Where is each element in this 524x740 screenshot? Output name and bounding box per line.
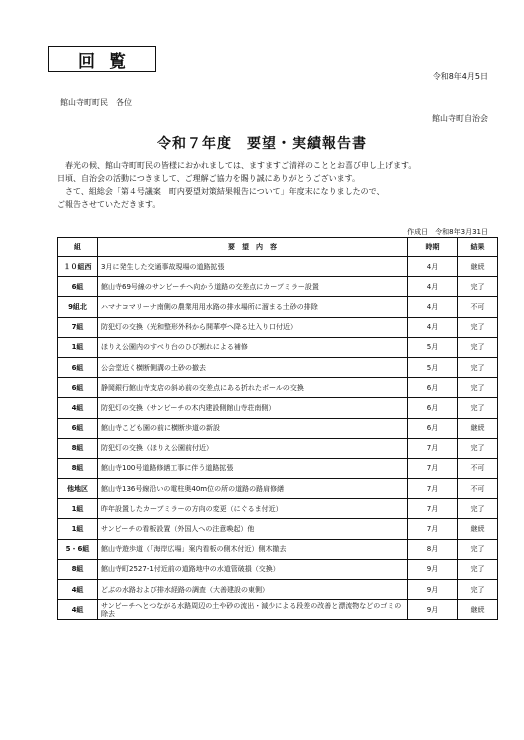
cell-result: 継続 [458, 600, 498, 620]
cell-group: 6組 [58, 378, 98, 398]
table-row [58, 438, 498, 458]
cell-group: 9組北 [58, 297, 98, 317]
cell-content: 3月に発生した交通事故現場の道路拡張 [98, 257, 408, 277]
table-header-row [58, 238, 498, 257]
cell-result: 継続 [458, 418, 498, 438]
cell-content: 静岡銀行館山寺支店の斜め前の交差点にある折れたポールの交換 [98, 378, 408, 398]
circular-stamp-box: 回覧 [48, 46, 156, 72]
cell-content: 公会堂近く横断側溝の土砂の撤去 [98, 357, 408, 377]
cell-content: 昨年設置したカーブミラーの方向の変更（にぐるま付近） [98, 499, 408, 519]
cell-timing: 7月 [408, 438, 458, 458]
cell-result: 完了 [458, 580, 498, 600]
table-row [58, 519, 498, 539]
cell-group: 8組 [58, 458, 98, 478]
cell-group: 4組 [58, 600, 98, 620]
table-row [58, 580, 498, 600]
issue-date: 令和8年4月5日 [432, 72, 488, 81]
cell-group: 7組 [58, 317, 98, 337]
cell-timing: 6月 [408, 378, 458, 398]
cell-result: 不可 [458, 297, 498, 317]
cell-content: 館山寺69号線のサンビーチへ向かう道路の交差点にカーブミラー設置 [98, 277, 408, 297]
cell-result: 不可 [458, 479, 498, 499]
table-row [58, 418, 498, 438]
table-row [58, 458, 498, 478]
cell-content: 館山寺こども園の前に横断歩道の新設 [98, 418, 408, 438]
cell-timing: 4月 [408, 277, 458, 297]
table-row [58, 317, 498, 337]
table-row [58, 357, 498, 377]
cell-timing: 9月 [408, 600, 458, 620]
cell-timing: 7月 [408, 458, 458, 478]
cell-group: 6組 [58, 277, 98, 297]
body-line: ご報告させていただきます。 [57, 200, 161, 209]
cell-result: 不可 [458, 458, 498, 478]
body-text [57, 159, 497, 211]
table-row [58, 499, 498, 519]
table-row [58, 600, 498, 620]
cell-timing: 7月 [408, 499, 458, 519]
cell-content: ハマナコマリーナ南側の農業用用水路の排水場所に溜まる土砂の排除 [98, 297, 408, 317]
cell-group: 8組 [58, 438, 98, 458]
cell-timing: 9月 [408, 559, 458, 579]
cell-group: 4組 [58, 398, 98, 418]
cell-group: 6組 [58, 418, 98, 438]
table-row [58, 559, 498, 579]
cell-group: 他地区 [58, 479, 98, 499]
cell-result: 継続 [458, 519, 498, 539]
cell-timing: 5月 [408, 337, 458, 357]
cell-result: 完了 [458, 398, 498, 418]
table-row [58, 337, 498, 357]
cell-timing: 4月 [408, 317, 458, 337]
cell-result: 完了 [458, 277, 498, 297]
cell-content: 防犯灯の交換（サンビーチの木内建設側館山寺荘南側） [98, 398, 408, 418]
cell-result: 完了 [458, 317, 498, 337]
cell-group: 6組 [58, 357, 98, 377]
body-line: 春光の候、館山寺町町民の皆様におかれましては、ますますご清祥のこととお喜び申し上げます。 [57, 161, 417, 170]
cell-group: 1組 [58, 337, 98, 357]
created-date: 作成日 令和8年3月31日 [407, 228, 488, 236]
cell-timing: 7月 [408, 479, 458, 499]
table-row [58, 398, 498, 418]
cell-content: 防犯灯の交換（光和整形外科から開華亭へ降る辻入り口付近） [98, 317, 408, 337]
table-row [58, 277, 498, 297]
cell-timing: 8月 [408, 539, 458, 559]
cell-result: 完了 [458, 499, 498, 519]
cell-result: 継続 [458, 257, 498, 277]
cell-content: 館山寺136号線沿いの電柱奥40m位の所の道路の路肩修繕 [98, 479, 408, 499]
body-line: さて、組総会「第４号議案 町内要望対策結果報告について」年度末になりましたので、 [57, 187, 385, 196]
report-table [57, 237, 498, 620]
header-group: 組 [58, 238, 98, 257]
recipients: 館山寺町町民 各位 [60, 98, 132, 107]
cell-timing: 6月 [408, 398, 458, 418]
cell-group: 5・6組 [58, 539, 98, 559]
cell-group: 1組 [58, 499, 98, 519]
cell-group: 8組 [58, 559, 98, 579]
table-row [58, 479, 498, 499]
cell-result: 完了 [458, 378, 498, 398]
table-row [58, 297, 498, 317]
sender: 館山寺町自治会 [432, 114, 488, 123]
cell-content: 防犯灯の交換（ほりえ公園前付近） [98, 438, 408, 458]
cell-timing: 7月 [408, 519, 458, 539]
cell-result: 完了 [458, 559, 498, 579]
header-timing: 時期 [408, 238, 458, 257]
cell-timing: 9月 [408, 580, 458, 600]
cell-content: 館山寺100号道路修繕工事に伴う道路拡張 [98, 458, 408, 478]
cell-content: 館山寺遊歩道（「海岸広場」案内看板の側木付近）側木撤去 [98, 539, 408, 559]
header-content: 要 望 内 容 [98, 238, 408, 257]
cell-result: 完了 [458, 357, 498, 377]
cell-group: １０組西 [58, 257, 98, 277]
cell-timing: 4月 [408, 297, 458, 317]
cell-group: 4組 [58, 580, 98, 600]
cell-result: 完了 [458, 539, 498, 559]
cell-result: 完了 [458, 337, 498, 357]
header-result: 結果 [458, 238, 498, 257]
cell-timing: 5月 [408, 357, 458, 377]
cell-group: 1組 [58, 519, 98, 539]
table-row [58, 539, 498, 559]
cell-content: サンビーチへとつながる水路周辺の土や砂の流出・減少による段差の改善と漂流物などのゴミの除去 [98, 600, 408, 620]
table-row [58, 257, 498, 277]
body-line: 日頃、自治会の活動につきまして、ご理解ご協力を賜り誠にありがとうございます。 [57, 174, 361, 183]
cell-content: ほりえ公園内のすべり台のひび割れによる補修 [98, 337, 408, 357]
table-row [58, 378, 498, 398]
document-title: 令和７年度 要望・実績報告書 [157, 136, 367, 152]
cell-result: 完了 [458, 438, 498, 458]
cell-content: サンビーチの看板設置（外国人への注意喚起）他 [98, 519, 408, 539]
cell-content: 館山寺町2527-1付近前の道路地中の水道管破損（交換） [98, 559, 408, 579]
cell-timing: 4月 [408, 257, 458, 277]
cell-timing: 6月 [408, 418, 458, 438]
cell-content: どぶの水路および排水経路の調査（大善建設の東側） [98, 580, 408, 600]
